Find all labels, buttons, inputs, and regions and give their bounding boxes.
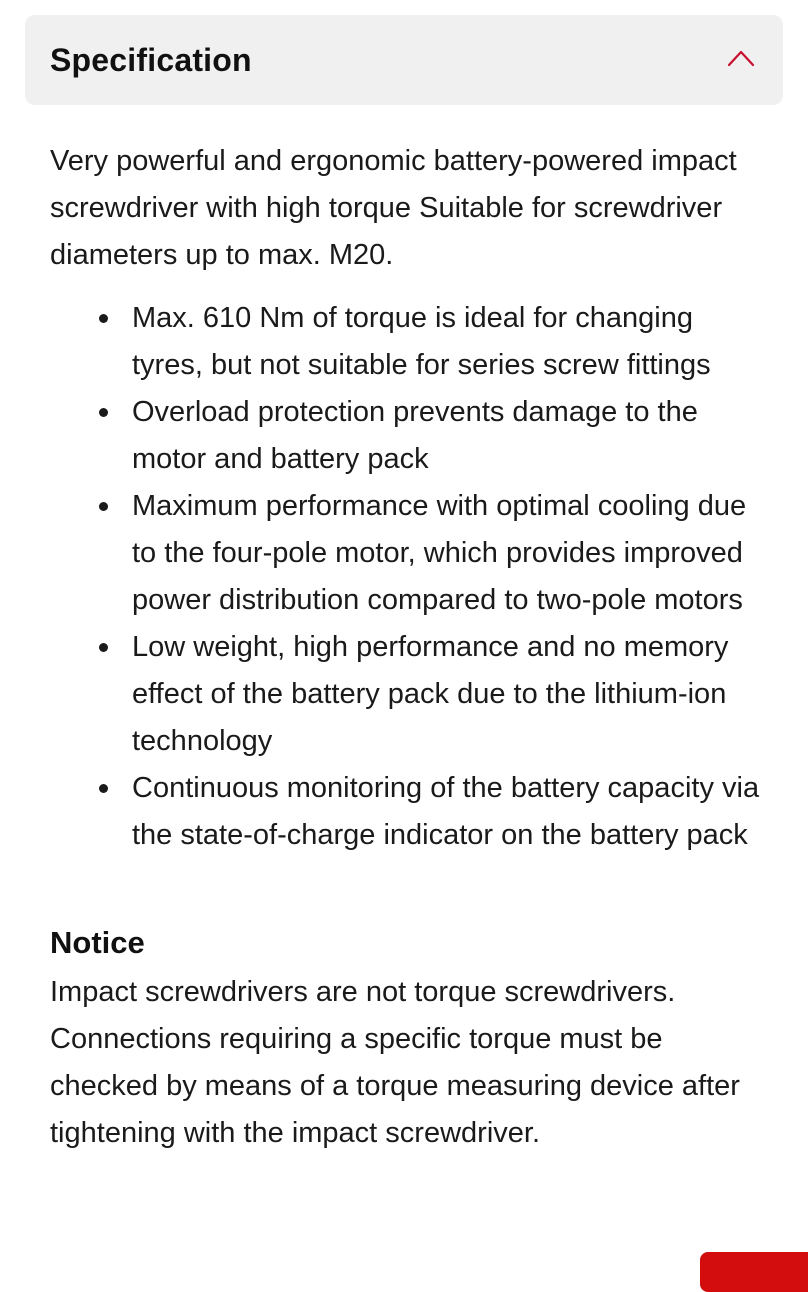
action-button[interactable] xyxy=(700,1252,808,1292)
notice-text: Impact screwdrivers are not torque screwdrivers. Connections requiring a specific torque must be checked by means of a torque measuring device after tightening with the impact screwdriver. xyxy=(50,976,740,1149)
bullet-icon xyxy=(99,408,108,417)
feature-text: Overload protection prevents damage to the motor and battery pack xyxy=(132,396,698,475)
feature-item xyxy=(132,624,770,765)
feature-text: Max. 610 Nm of torque is ideal for changing tyres, but not suitable for series screw fittings xyxy=(132,302,711,381)
bullet-icon xyxy=(99,314,108,323)
feature-item xyxy=(132,389,770,483)
feature-list xyxy=(50,295,770,859)
feature-item xyxy=(132,295,770,389)
specification-accordion-header[interactable] xyxy=(25,15,783,105)
notice-heading: Notice xyxy=(50,925,145,960)
accordion-title: Specification xyxy=(50,42,252,78)
feature-item xyxy=(132,483,770,624)
bullet-icon xyxy=(99,502,108,511)
feature-text: Low weight, high performance and no memory effect of the battery pack due to the lithium-ion technology xyxy=(132,631,729,757)
bullet-icon xyxy=(99,643,108,652)
feature-item xyxy=(132,765,770,859)
feature-text: Continuous monitoring of the battery capacity via the state-of-charge indicator on the battery pack xyxy=(132,772,760,851)
specification-content xyxy=(50,138,770,1157)
feature-text: Maximum performance with optimal cooling due to the four-pole motor, which provides improved power distribution compared to two-pole motors xyxy=(132,490,747,616)
bullet-icon xyxy=(99,784,108,793)
product-description: Very powerful and ergonomic battery-powered impact screwdriver with high torque Suitable for screwdriver diameters up to max. M20. xyxy=(50,145,737,271)
chevron-up-icon[interactable] xyxy=(727,48,755,68)
